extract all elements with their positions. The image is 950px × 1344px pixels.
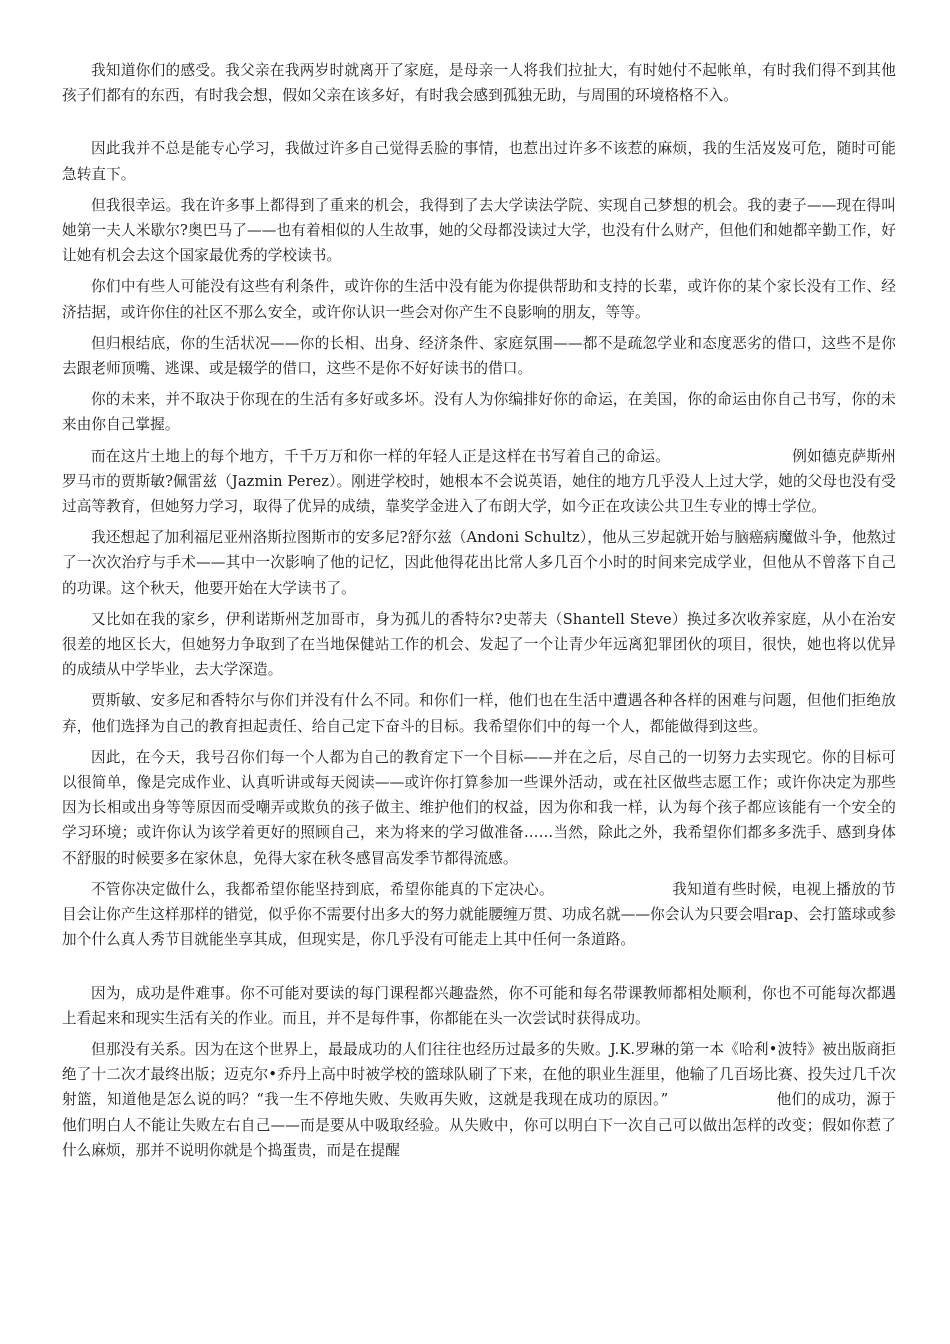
paragraph-7-text-continued: 例如德克萨斯州罗马市的贾斯敏?佩雷兹（Jazmin Perez）。刚进学校时，她根本不会说英语，她住的地方几乎没人上过大学，她的父母也没有受过高等教育，但她努力学习，取得了优异的成绩，靠奖学金进入了布朗大学，如今正在攻读公共卫生专业的博士学位。	[62, 447, 896, 516]
paragraph-6-text: 你的未来，并不取决于你现在的生活有多好或多坏。没有人为你编排好你的命运，在美国，你的命运由你自己书写，你的未来由你自己掌握。	[62, 391, 896, 434]
paragraph-14	[62, 1037, 896, 1163]
paragraph-12-text: 不管你决定做什么，我都希望你能坚持到底，希望你能真的下定决心。	[91, 880, 554, 898]
paragraph-3-text: 但我很幸运。我在许多事上都得到了重来的机会，我得到了去大学读法学院、实现自己梦想的机会。我的妻子——现在得叫她第一夫人米歇尔?奥巴马了——也有着相似的人生故事，她的父母都没读过大学，也没有什么财产，但他们和她都辛勤工作，好让她有机会去这个国家最优秀的学校读书。	[62, 196, 896, 265]
paragraph-11-text: 因此，在今天，我号召你们每一个人都为自己的教育定下一个目标——并在之后，尽自己的一切努力去实现它。你的目标可以很简单，像是完成作业、认真听讲或每天阅读——或许你打算参加一些课外活动，或在社区做些志愿工作；或许你决定为那些因为长相或出身等等原因而受嘲弄或欺负的孩子做主、维护他们的权益，因为你和我一样，认为每个孩子都应该能有一个安全的学习环境；或许你认为该学着更好的照顾自己，来为将来的学习做准备……当然，除此之外，我希望你们都多多洗手、感到身体不舒服的时候要多在家休息，免得大家在秋冬感冒高发季节都得流感。	[62, 748, 896, 867]
paragraph-8	[62, 525, 896, 601]
paragraph-3	[62, 193, 896, 269]
paragraph-13	[62, 981, 896, 1031]
paragraph-1	[62, 58, 896, 108]
paragraph-14-text-continued: 他们的成功，源于他们明白人不能让失败左右自己——而是要从中吸取经验。从失败中，你可以明白下一次自己可以做出怎样的改变；假如你惹了什么麻烦，那并不说明你就是个捣蛋贵，而是在提醒	[62, 1091, 896, 1159]
paragraph-7	[62, 444, 896, 520]
document-page	[62, 58, 896, 1163]
paragraph-2-text: 因此我并不总是能专心学习，我做过许多自己觉得丢脸的事情，也惹出过许多不该惹的麻烦，我的生活岌岌可危，随时可能急转直下。	[62, 140, 896, 183]
paragraph-5-text: 但归根结底，你的生活状况——你的长相、出身、经济条件、家庭氛围——都不是疏忽学业和态度恶劣的借口，这些不是你去跟老师顶嘴、逃课、或是辍学的借口，这些不是你不好好读书的借口。	[62, 334, 896, 378]
paragraph-8-text: 我还想起了加利福尼亚州洛斯拉图斯市的安多尼?舒尔兹（Andoni Schultz），他从三岁起就开始与脑癌病魔做斗争，他熬过了一次次治疗与手术——其中一次影响了他的记忆，因此他得花出比常人多几百个小时的时间来完成学业，但他从不曾落下自己的功课。这个秋天，他要开始在大学读书了。	[62, 529, 896, 597]
paragraph-6	[62, 387, 896, 437]
paragraph-10	[62, 688, 896, 738]
paragraph-4-text: 你们中有些人可能没有这些有利条件，或许你的生活中没有能为你提供帮助和支持的长辈，或许你的某个家长没有工作、经济拮据，或许你住的社区不那么安全，或许你认识一些会对你产生不良影响的朋友，等等。	[62, 278, 896, 321]
paragraph-2	[62, 136, 896, 186]
paragraph-10-text: 贾斯敏、安多尼和香特尔与你们并没有什么不同。和你们一样，他们也在生活中遭遇各种各样的困难与问题，但他们拒绝放弃，他们选择为自己的教育担起责任、给自己定下奋斗的目标。我希望你们中的每一个人，都能做得到这些。	[62, 692, 896, 735]
paragraph-5	[62, 331, 896, 381]
paragraph-1-text: 我知道你们的感受。我父亲在我两岁时就离开了家庭，是母亲一人将我们拉扯大，有时她付不起帐单，有时我们得不到其他孩子们都有的东西，有时我会想，假如父亲在该多好，有时我会感到孤独无助，与周围的环境格格不入。	[62, 62, 896, 105]
paragraph-4	[62, 274, 896, 324]
paragraph-14-text: 但那没有关系。因为在这个世界上，最最成功的人们往往也经历过最多的失败。J.K.罗琳的第一本《哈利•波特》被出版商拒绝了十二次才最终出版；迈克尔•乔丹上高中时被学校的篮球队刷了下来，在他的职业生涯里，他输了几百场比赛、投失过几千次射篮，知道他是怎么说的吗？“我一生不停地失败、失败再失败，这就是我现在成功的原因。”	[62, 1040, 896, 1109]
paragraph-11	[62, 745, 896, 871]
paragraph-7-text: 而在这片土地上的每个地方，千千万万和你一样的年轻人正是这样在书写着自己的命运。	[91, 447, 671, 465]
paragraph-9-text: 又比如在我的家乡，伊利诺斯州芝加哥市，身为孤儿的香特尔?史蒂夫（Shantell Steve）换过多次收养家庭，从小在治安很差的地区长大，但她努力争取到了在当地保健站工作的机会、发起了一个让青少年远离犯罪团伙的项目，很快，她也将以优异的成绩从中学毕业，去大学深造。	[62, 610, 896, 679]
paragraph-12-text-continued: 我知道有些时候，电视上播放的节目会让你产生这样那样的错觉，似乎你不需要付出多大的努力就能腰缠万贯、功成名就——你会认为只要会唱rap、会打篮球或参加个什么真人秀节目就能坐享其成，但现实是，你几乎没有可能走上其中任何一条道路。	[62, 880, 896, 949]
paragraph-9	[62, 607, 896, 683]
paragraph-12	[62, 877, 896, 953]
paragraph-13-text: 因为，成功是件难事。你不可能对要读的每门课程都兴趣盎然，你不可能和每名带课教师都相处顺利，你也不可能每次都遇上看起来和现实生活有关的作业。而且，并不是每件事，你都能在头一次尝试时获得成功。	[62, 984, 896, 1027]
